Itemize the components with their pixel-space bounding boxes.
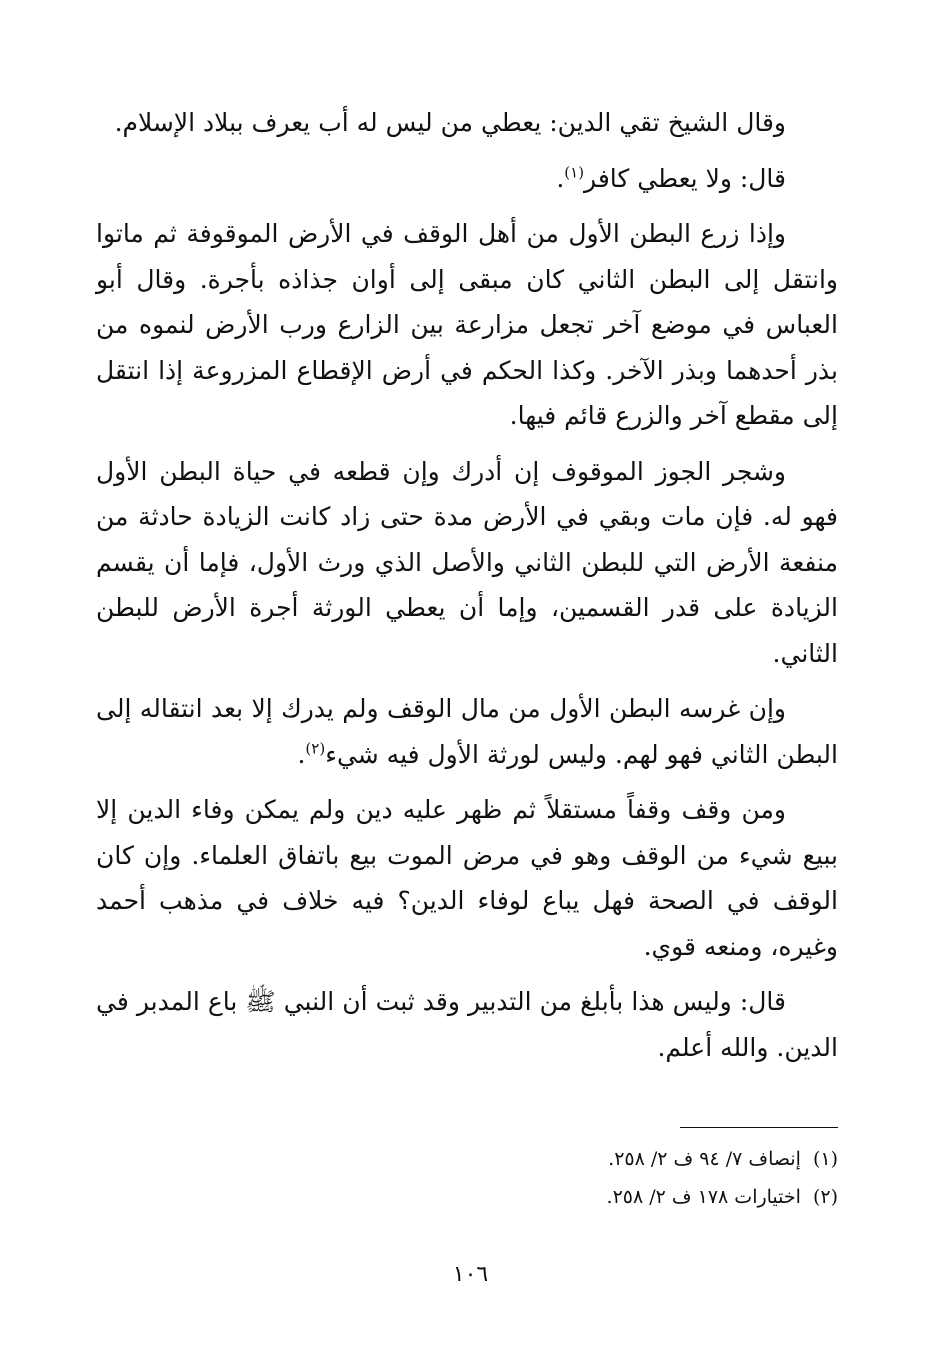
paragraph-7 [96,979,838,1070]
footnote-text: اختيارات ١٧٨ ف ٢/ ٢٥٨. [606,1186,801,1208]
footnotes [300,1140,838,1216]
paragraph-3 [96,211,838,439]
paragraph-2 [96,156,838,202]
footnote-1 [300,1140,838,1178]
footnote-number: (١) [812,1148,838,1170]
paragraph-text: وقال الشيخ تقي الدين: يعطي من ليس له أب يعرف ببلاد الإسلام. [114,108,786,137]
footnote-reference[interactable]: (١) [564,163,585,182]
paragraph-text: قال: وليس هذا بأبلغ من التدبير وقد ثبت أن النبي ﷺ باع المدبر في الدين. والله أعلم. [96,987,838,1062]
paragraph-text: وشجر الجوز الموقوف إن أدرك وإن قطعه في حياة البطن الأول فهو له. فإن مات وبقي في الأرض مدة حتى زاد كانت الزيادة حادثة من منفعة الأرض التي للبطن الثاني والأصل الذي ورث الأول، فإما أن يقسم الزيادة على قدر القسمين، وإما أن يعطي الورثة أجرة الأرض للبطن الثاني. [96,456,838,668]
paragraph-tail: . [297,739,306,769]
paragraph-text: ومن وقف وقفاً مستقلاً ثم ظهر عليه دين ولم يمكن وفاء الدين إلا ببيع شيء من الوقف وهو في مرض الموت بيع باتفاق العلماء. وإن كان الوقف في الصحة فهل يباع لوفاء الدين؟ فيه خلاف في مذهب أحمد وغيره، ومنعه قوي. [96,795,838,961]
footnote-2 [300,1178,838,1216]
paragraph-tail: . [556,163,565,193]
paragraph-6 [96,787,838,969]
body-text [96,100,838,1080]
paragraph-1 [96,100,838,146]
paragraph-text: وإذا زرع البطن الأول من أهل الوقف في الأرض الموقوفة ثم ماتوا وانتقل إلى البطن الثاني كان مبقى إلى أوان جذاذه بأجرة. وقال أبو العباس في موضع آخر تجعل مزارعة بين الزارع ورب الأرض لنموه من بذر أحدهما وبذر الآخر. وكذا الحكم في أرض الإقطاع المزروعة إذا انتقل إلى مقطع آخر والزرع قائم فيها. [96,219,838,430]
paragraph-text: وإن غرسه البطن الأول من مال الوقف ولم يدرك إلا بعد انتقاله إلى البطن الثاني فهو لهم. وليس لورثة الأول فيه شيء [96,694,838,769]
footnote-number: (٢) [812,1186,838,1208]
paragraph-text: قال: ولا يعطي كافر [584,163,786,193]
paragraph-4 [96,449,838,677]
paragraph-5 [96,686,838,777]
page-number: ١٠٦ [452,1262,489,1287]
footnote-text: إنصاف ٧/ ٩٤ ف ٢/ ٢٥٨. [608,1148,801,1170]
footnote-divider [680,1127,838,1128]
footnote-reference[interactable]: (٢) [305,739,326,758]
